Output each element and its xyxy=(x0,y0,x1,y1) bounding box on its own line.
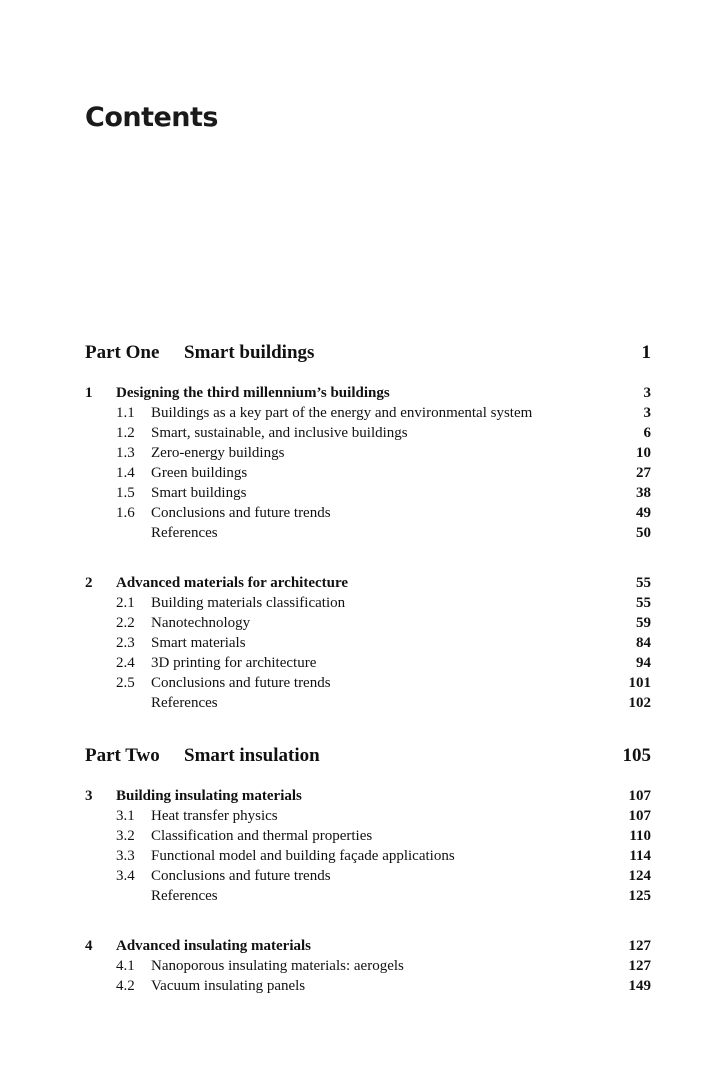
part-page-number: 105 xyxy=(622,745,651,766)
chapter-number: 2 xyxy=(85,575,93,591)
section-title: Conclusions and future trends xyxy=(151,675,331,691)
chapter-page-number: 107 xyxy=(628,788,651,804)
part-label: Part Two xyxy=(85,745,160,766)
chapter-entry-3[interactable] xyxy=(85,786,651,806)
references-entry-1[interactable] xyxy=(85,523,651,543)
section-title: Smart buildings xyxy=(151,485,247,501)
section-page-number: 114 xyxy=(629,848,651,864)
section-number: 1.3 xyxy=(116,445,135,461)
references-entry-2[interactable] xyxy=(85,693,651,713)
section-page-number: 3 xyxy=(643,405,651,421)
section-page-number: 107 xyxy=(628,808,651,824)
section-page-number: 102 xyxy=(628,695,651,711)
section-number: 1.2 xyxy=(116,425,135,441)
section-entry-3-3[interactable] xyxy=(85,846,651,866)
section-page-number: 84 xyxy=(636,635,651,651)
section-number: 1.1 xyxy=(116,405,135,421)
chapter-entry-1[interactable] xyxy=(85,383,651,403)
section-title: References xyxy=(151,695,218,711)
table-of-contents xyxy=(85,340,651,996)
section-entry-4-1[interactable] xyxy=(85,956,651,976)
section-entry-2-2[interactable] xyxy=(85,613,651,633)
section-page-number: 125 xyxy=(628,888,651,904)
part-title: Smart insulation xyxy=(184,745,320,766)
section-title: Buildings as a key part of the energy and environmental system xyxy=(151,405,533,421)
section-page-number: 49 xyxy=(636,505,651,521)
section-entry-2-5[interactable] xyxy=(85,673,651,693)
chapter-number: 4 xyxy=(85,938,93,954)
part-heading-two[interactable] xyxy=(85,743,651,769)
section-entry-1-1[interactable] xyxy=(85,403,651,423)
section-title: Conclusions and future trends xyxy=(151,505,331,521)
section-page-number: 6 xyxy=(643,425,651,441)
section-number: 2.4 xyxy=(116,655,135,671)
part-label: Part One xyxy=(85,342,160,363)
part-heading-one[interactable] xyxy=(85,340,651,366)
section-entry-3-2[interactable] xyxy=(85,826,651,846)
chapter-title: Designing the third millennium’s buildings xyxy=(116,385,390,401)
chapter-block-2 xyxy=(85,573,651,713)
chapter-block-4 xyxy=(85,936,651,996)
section-title: Smart materials xyxy=(151,635,246,651)
section-page-number: 50 xyxy=(636,525,651,541)
chapter-title: Building insulating materials xyxy=(116,788,302,804)
section-title: Smart, sustainable, and inclusive buildings xyxy=(151,425,408,441)
section-page-number: 10 xyxy=(636,445,651,461)
section-title: Green buildings xyxy=(151,465,248,481)
section-page-number: 124 xyxy=(628,868,651,884)
chapter-number: 3 xyxy=(85,788,93,804)
section-page-number: 110 xyxy=(629,828,651,844)
page-title: Contents xyxy=(85,102,219,133)
section-page-number: 94 xyxy=(636,655,651,671)
section-title: Classification and thermal properties xyxy=(151,828,373,844)
section-title: References xyxy=(151,888,218,904)
chapter-page-number: 55 xyxy=(636,575,651,591)
chapter-page-number: 3 xyxy=(643,385,651,401)
section-number: 2.2 xyxy=(116,615,135,631)
chapter-entry-2[interactable] xyxy=(85,573,651,593)
chapter-block-1 xyxy=(85,383,651,543)
section-title: Nanotechnology xyxy=(151,615,251,631)
section-number: 3.3 xyxy=(116,848,135,864)
section-title: Zero-energy buildings xyxy=(151,445,285,461)
part-title: Smart buildings xyxy=(184,342,315,363)
section-page-number: 59 xyxy=(636,615,651,631)
section-entry-1-2[interactable] xyxy=(85,423,651,443)
section-number: 2.5 xyxy=(116,675,135,691)
section-entry-2-3[interactable] xyxy=(85,633,651,653)
section-entry-1-3[interactable] xyxy=(85,443,651,463)
section-number: 1.6 xyxy=(116,505,135,521)
section-page-number: 149 xyxy=(628,978,651,994)
chapter-page-number: 127 xyxy=(628,938,651,954)
section-number: 2.1 xyxy=(116,595,135,611)
section-entry-3-4[interactable] xyxy=(85,866,651,886)
section-entry-2-1[interactable] xyxy=(85,593,651,613)
chapter-title: Advanced insulating materials xyxy=(116,938,312,954)
section-entry-4-2[interactable] xyxy=(85,976,651,996)
section-title: Vacuum insulating panels xyxy=(151,978,306,994)
section-entry-1-6[interactable] xyxy=(85,503,651,523)
section-title: References xyxy=(151,525,218,541)
section-entry-1-4[interactable] xyxy=(85,463,651,483)
section-title: Conclusions and future trends xyxy=(151,868,331,884)
section-page-number: 27 xyxy=(636,465,651,481)
section-entry-1-5[interactable] xyxy=(85,483,651,503)
references-entry-3[interactable] xyxy=(85,886,651,906)
section-number: 3.2 xyxy=(116,828,135,844)
section-page-number: 38 xyxy=(636,485,651,501)
chapter-entry-4[interactable] xyxy=(85,936,651,956)
section-title: Heat transfer physics xyxy=(151,808,278,824)
section-title: 3D printing for architecture xyxy=(151,655,317,671)
section-title: Functional model and building façade applications xyxy=(151,848,455,864)
chapter-title: Advanced materials for architecture xyxy=(116,575,349,591)
chapter-block-3 xyxy=(85,786,651,906)
section-page-number: 101 xyxy=(628,675,651,691)
section-number: 3.1 xyxy=(116,808,135,824)
section-number: 1.5 xyxy=(116,485,135,501)
section-number: 1.4 xyxy=(116,465,135,481)
section-entry-3-1[interactable] xyxy=(85,806,651,826)
section-number: 4.1 xyxy=(116,958,135,974)
section-title: Nanoporous insulating materials: aerogels xyxy=(151,958,404,974)
section-title: Building materials classification xyxy=(151,595,346,611)
section-number: 2.3 xyxy=(116,635,135,651)
section-page-number: 127 xyxy=(628,958,651,974)
section-page-number: 55 xyxy=(636,595,651,611)
section-entry-2-4[interactable] xyxy=(85,653,651,673)
section-number: 4.2 xyxy=(116,978,135,994)
section-number: 3.4 xyxy=(116,868,135,884)
chapter-number: 1 xyxy=(85,385,93,401)
part-page-number: 1 xyxy=(641,342,651,363)
